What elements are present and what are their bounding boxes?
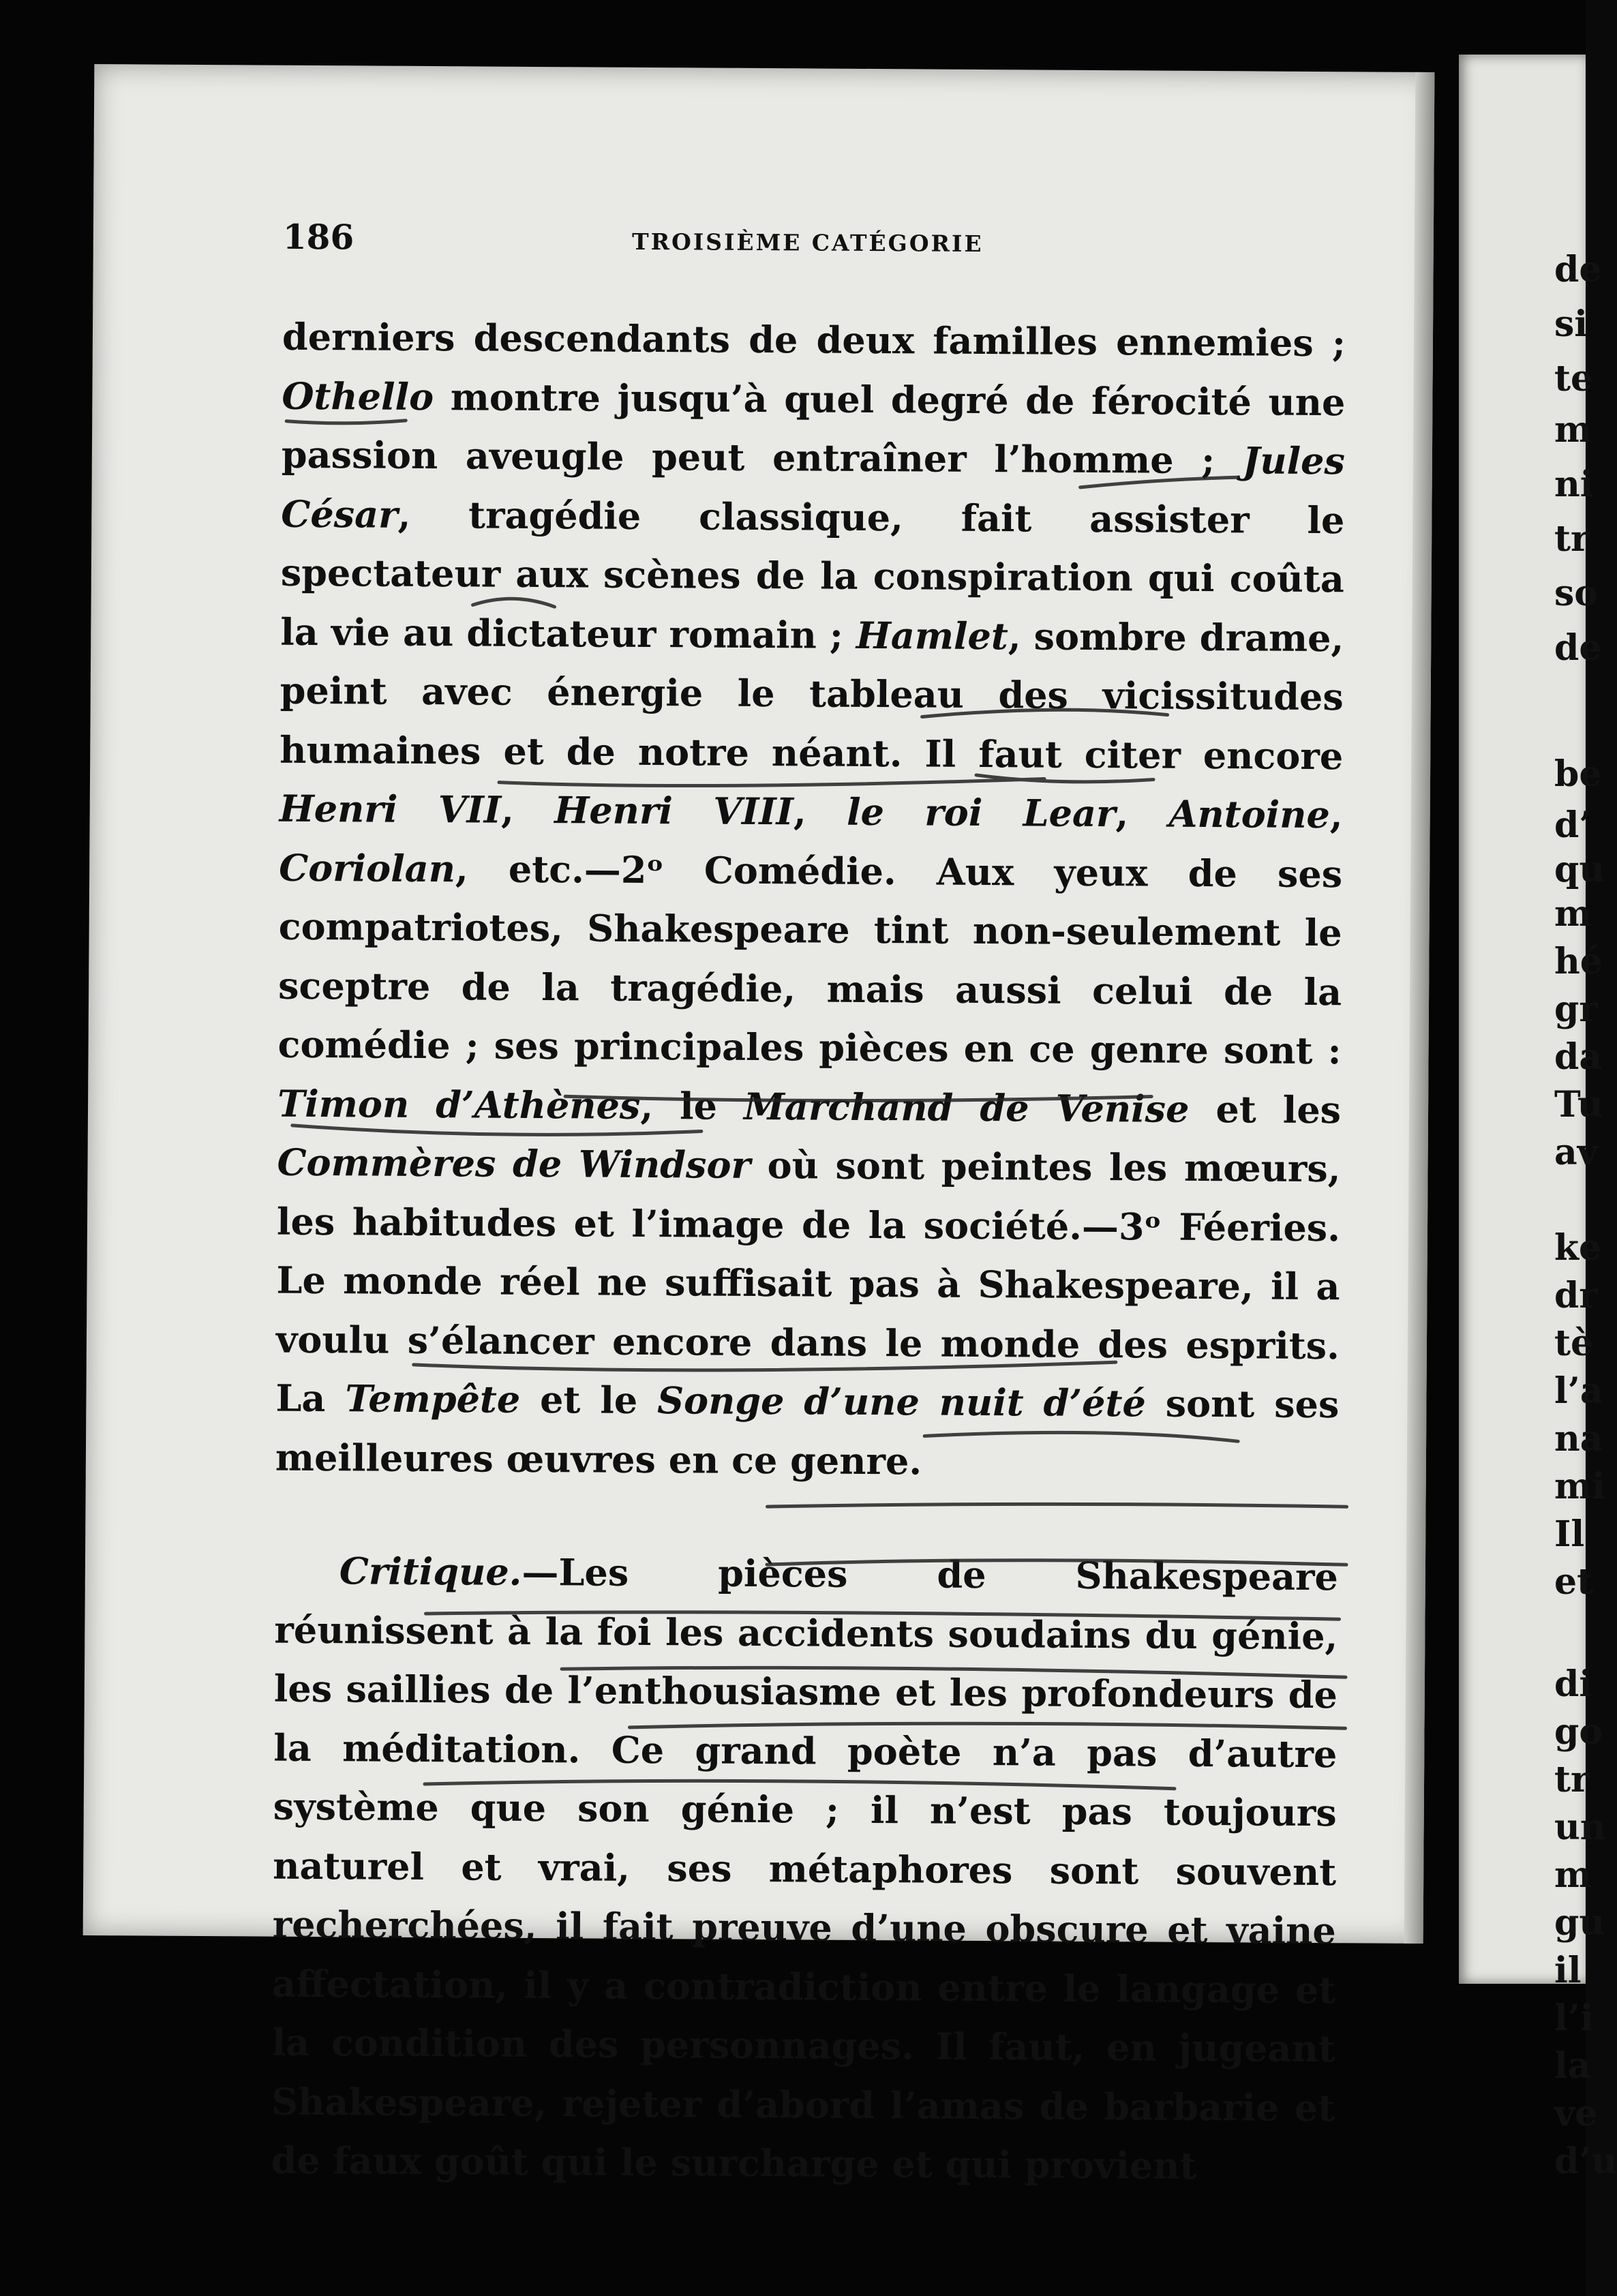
text-run: et le — [520, 1377, 658, 1423]
text-run: —Les pièces de Shakespeare réunissent à la foi les accidents soudains du génie, les saillies de l’enthousiasme et les profondeurs de la méditation. Ce grand poète n’a pas d’autre système que son génie ; il n’est pas toujours naturel et vrai, ses métaphores sont souvent recherchées, il fait preuve d’une obscure et vaine affectation, il y a contradiction entre le langage et la condition des personnages. Il faut, en jugeant Shakespeare, rejeter d’abord l’amas de barbarie et de faux goût qui le surcharge et qui provient — [271, 1550, 1339, 2188]
adjacent-page-fragment: m — [1554, 893, 1592, 935]
text-run: , — [1329, 793, 1343, 837]
italic-title-run: Songe d’une nuit d’été — [656, 1378, 1147, 1425]
running-title: TROISIÈME CATÉGORIE — [631, 228, 984, 257]
adjacent-page-fragment: un — [1554, 1807, 1606, 1848]
text-run: , — [1115, 791, 1169, 836]
adjacent-page-fragment: la — [1554, 2045, 1591, 2087]
adjacent-page-fragment: tr — [1554, 518, 1590, 560]
italic-title-run: Commères de Windsor — [277, 1140, 751, 1187]
adjacent-page-fragment: av — [1554, 1132, 1598, 1173]
paragraph-works — [275, 307, 1346, 1493]
italic-title-run: Jules César — [281, 438, 1346, 537]
italic-title-run: Hamlet — [856, 613, 1009, 658]
adjacent-page-fragment: d’u — [1554, 2141, 1617, 2182]
adjacent-page-fragment: Tu — [1554, 1084, 1603, 1126]
adjacent-page-fragment: tè — [1554, 1323, 1594, 1364]
adjacent-page-fragment: m — [1554, 1854, 1592, 1896]
page-number: 186 — [282, 216, 354, 258]
adjacent-page-fragment: d’ — [1554, 804, 1592, 846]
text-run: sont ses meilleures œuvres en ce genre. — [275, 1381, 1340, 1483]
adjacent-page-fragment: tr — [1554, 1759, 1590, 1800]
adjacent-page-fragment: mi — [1554, 1466, 1605, 1507]
adjacent-page-fragment: l’i — [1554, 1997, 1594, 2039]
text-run: , tragédie classique, fait assister le spectateur aux scènes de la conspiration qui coûta la vie au dictateur romain ; — [280, 492, 1345, 657]
adjacent-page-fragment: hé — [1554, 941, 1603, 982]
text-run: , le — [640, 1083, 744, 1128]
adjacent-page-fragment: ni — [1554, 464, 1594, 505]
text-run: derniers descendants de deux familles ennemies ; — [282, 314, 1346, 365]
adjacent-page-fragment: dr — [1554, 1275, 1598, 1316]
text-run: montre jusqu’à quel degré de férocité une passion aveugle peut entraîner l’homme ; — [281, 374, 1346, 483]
adjacent-page-fragment: te — [1554, 358, 1594, 399]
text-run: et les — [1189, 1087, 1342, 1132]
adjacent-page-fragment: ve — [1554, 2093, 1598, 2134]
adjacent-page-fragment: qu — [1554, 849, 1605, 890]
adjacent-page-fragment: l’a — [1554, 1370, 1603, 1412]
italic-title-run: Henri VIII — [554, 788, 794, 834]
italic-title-run: Timon d’Athènes — [277, 1081, 641, 1128]
text-run: , etc.—2ᵒ Comédie. Aux yeux de ses compatriotes, Shakespeare tint non-seulement le sceptre de la tragédie, mais aussi celui de la comédie ; ses principales pièces en ce genre sont : — [277, 846, 1343, 1073]
italic-title-run: Marchand de Venise — [743, 1084, 1190, 1131]
adjacent-page-fragment: di — [1554, 1663, 1593, 1705]
italic-title-run: Antoine — [1168, 791, 1331, 837]
adjacent-page-fragment: Il — [1554, 1513, 1585, 1555]
adjacent-page-fragment: be — [1554, 753, 1602, 795]
adjacent-page-fragment: il — [1554, 1950, 1582, 1991]
italic-title-run: Othello — [282, 374, 434, 419]
adjacent-page — [1459, 55, 1617, 2182]
text-run: où sont peintes les mœurs, les habitudes et l’image de la société.—3ᵒ Féeries. Le monde réel ne suffisait pas à Shakespeare, il a voulu s’élancer encore dans le monde des esprits. La — [275, 1143, 1341, 1421]
adjacent-page-fragment: de — [1554, 627, 1602, 669]
italic-title-run: le roi Lear — [846, 789, 1116, 836]
adjacent-page-fragment: et — [1554, 1561, 1594, 1603]
paragraph-critique — [271, 1541, 1338, 2196]
italic-title-run: Critique. — [339, 1549, 522, 1594]
adjacent-page-fragment: gu — [1554, 1902, 1605, 1944]
adjacent-page-fragment: m — [1554, 409, 1592, 451]
text-run: , — [793, 789, 847, 834]
book-page — [83, 64, 1435, 2188]
adjacent-page-fragment: de — [1554, 249, 1602, 290]
italic-title-run: Coriolan — [279, 845, 456, 890]
text-run: , — [500, 787, 555, 832]
running-head — [283, 217, 1333, 277]
text-run: , sombre drame, peint avec énergie le tableau des vicissitudes humaines et de notre néant. Il faut citer encore — [279, 614, 1344, 778]
adjacent-page-fragment: go — [1554, 1711, 1603, 1753]
adjacent-page-fragment: si — [1554, 303, 1588, 345]
adjacent-page-fragment: so — [1554, 573, 1598, 614]
adjacent-page-fragment: da — [1554, 1036, 1603, 1078]
adjacent-page-fragment: na — [1554, 1418, 1603, 1460]
italic-title-run: Tempête — [345, 1376, 521, 1421]
adjacent-page-fragment: ke — [1554, 1227, 1602, 1269]
adjacent-page-fragment: gr — [1554, 988, 1598, 1030]
italic-title-run: Henri VII — [279, 786, 502, 832]
body-text — [271, 307, 1346, 2196]
